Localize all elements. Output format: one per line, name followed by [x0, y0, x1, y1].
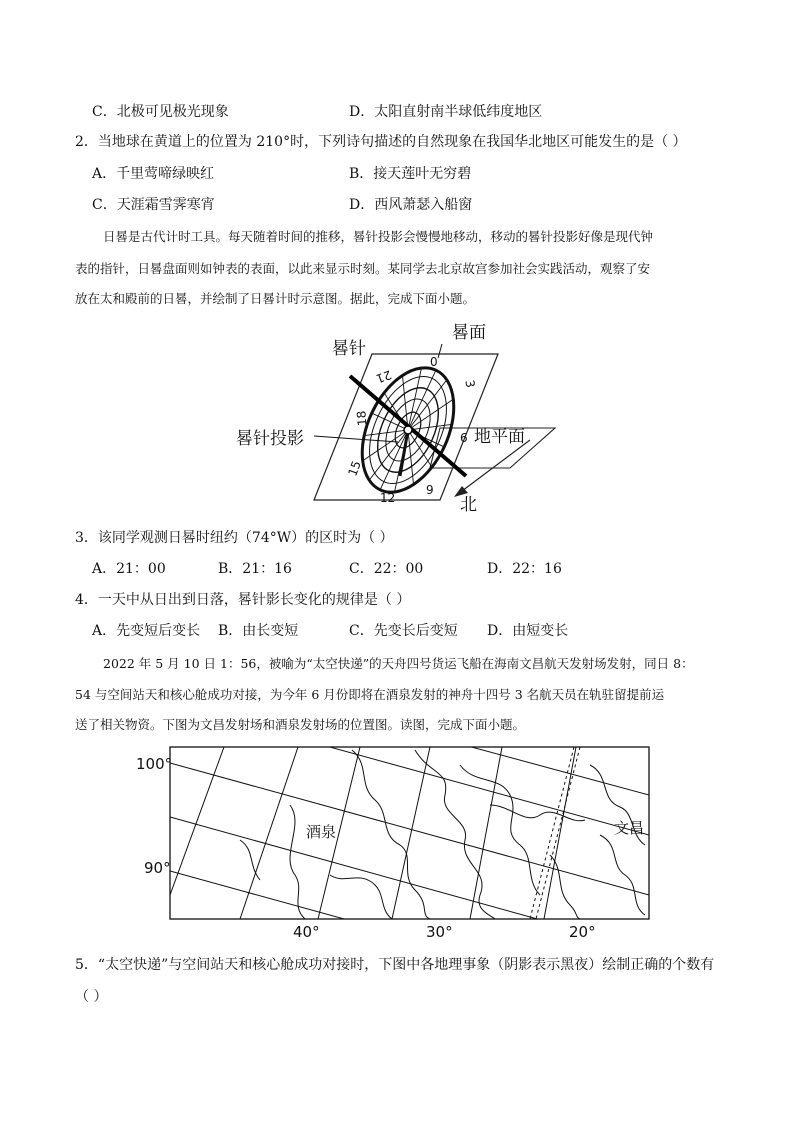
- place-wenchang: 文昌: [614, 819, 645, 837]
- hour-3: 3: [462, 378, 478, 389]
- q5-paren: （ ）: [75, 989, 108, 1005]
- q1-option-d: D．太阳直射南半球低纬度地区: [349, 104, 543, 120]
- label-gnomon: 晷针: [332, 339, 366, 359]
- label-shadow: 晷针投影: [236, 429, 304, 449]
- place-jiuquan: 酒泉: [306, 823, 337, 841]
- label-face: 晷面: [452, 323, 486, 343]
- passage1-line3: 放在太和殿前的日晷，并绘制了日晷计时示意图。据此，完成下面小题。: [75, 291, 476, 306]
- hour-18: 18: [354, 410, 370, 427]
- q5-stem: 5．“太空快递”与空间站天和核心舱成功对接时，下图中各地理事象（阴影表示黑夜）绘制正确的个数有: [75, 957, 715, 973]
- label-north: 北: [460, 495, 477, 515]
- lon-label-20: 20°: [569, 923, 596, 941]
- q4-option-d: D．由短变长: [487, 623, 569, 639]
- map-frame: [170, 747, 649, 919]
- hour-6: 6: [460, 431, 468, 445]
- q2-option-d: D．西风萧瑟入船窗: [349, 197, 473, 213]
- q3-stem: 3．该同学观测日晷时纽约（74°W）的区时为（ ）: [75, 530, 394, 546]
- q3-option-b: B．21：16: [218, 561, 292, 577]
- lon-label-40: 40°: [293, 923, 320, 941]
- hour-9: 9: [426, 483, 434, 497]
- q2-option-c: C．天涯霜雪霁寒宵: [92, 197, 215, 213]
- passage1-line1: 日晷是古代计时工具。每天随着时间的推移，晷针投影会慢慢地移动，移动的晷针投影好像是现代钟: [103, 229, 654, 244]
- q2-option-b: B．接天莲叶无穷碧: [349, 166, 472, 182]
- q3-option-a: A．21：00: [92, 561, 166, 577]
- lon-label-30: 30°: [426, 923, 453, 941]
- launch-site-map: [130, 745, 660, 945]
- q4-option-b: B．由长变短: [218, 623, 299, 639]
- lat-label-100: 100°: [136, 755, 173, 773]
- q2-option-a: A．千里莺啼绿映红: [92, 166, 215, 182]
- hour-0: 0: [430, 355, 438, 369]
- q2-stem: 2．当地球在黄道上的位置为 210°时，下列诗句描述的自然现象在我国华北地区可能发生的是（ ）: [75, 134, 687, 150]
- passage2-line1: 2022 年 5 月 10 日 1：56，被喻为“太空快递”的天舟四号货运飞船在海南文昌航天发射场发射，同日 8：: [103, 656, 694, 671]
- q4-stem: 4．一天中从日出到日落，晷针影长变化的规律是（ ）: [75, 592, 411, 608]
- lat-label-90: 90°: [144, 859, 171, 877]
- q4-option-c: C．先变长后变短: [349, 623, 458, 639]
- hour-12: 12: [380, 491, 396, 505]
- label-ground: 地平面: [474, 427, 525, 447]
- passage1-line2: 表的指针，日晷盘面则如钟表的表面，以此来显示时刻。某同学去北京故宫参加社会实践活动，观察了安: [75, 261, 651, 276]
- hour-15: 15: [345, 458, 364, 479]
- north-arrow: [458, 440, 530, 494]
- q4-option-a: A．先变短后变长: [92, 623, 201, 639]
- q3-option-c: C．22：00: [349, 561, 424, 577]
- q3-option-d: D．22：16: [487, 561, 562, 577]
- sundial-diagram: [230, 318, 560, 516]
- q1-option-c: C．北极可见极光现象: [92, 104, 229, 120]
- hour-21: 21: [374, 367, 394, 386]
- passage2-line2: 54 与空间站天和核心舱成功对接，为今年 6 月份即将在酒泉发射的神舟十四号 3 名航天员在轨驻留提前运: [75, 687, 665, 702]
- passage2-line3: 送了相关物资。下图为文昌发射场和酒泉发射场的位置图。读图，完成下面小题。: [75, 717, 526, 732]
